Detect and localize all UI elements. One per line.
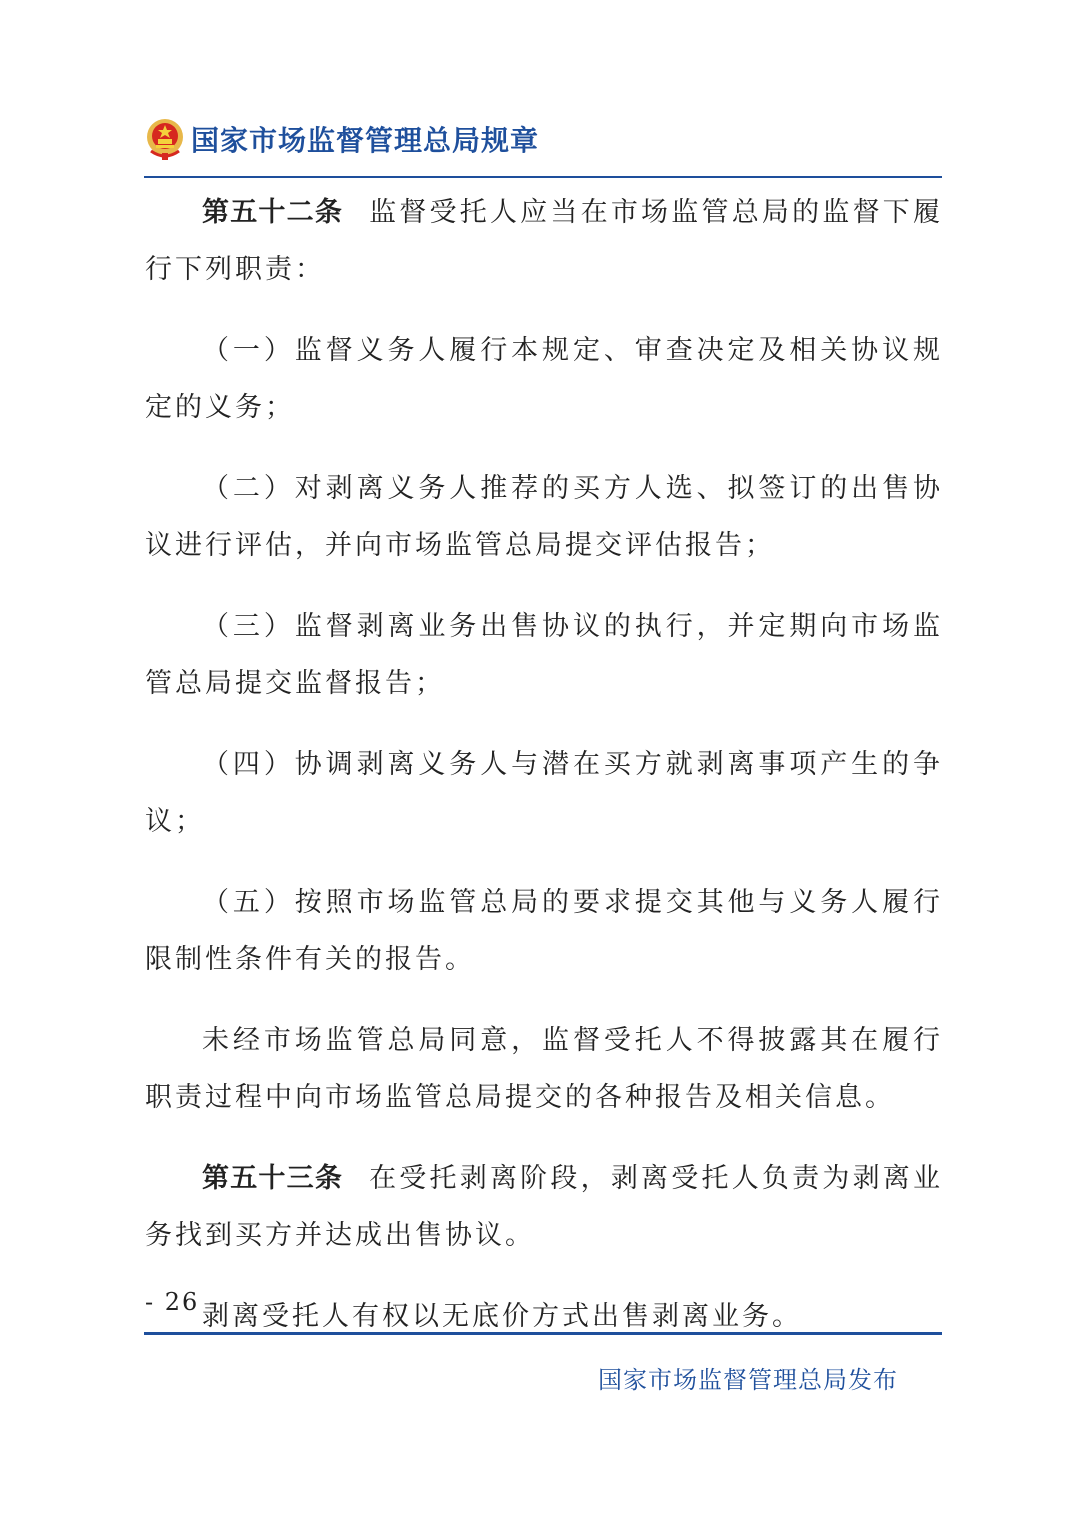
item-5: （五）按照市场监管总局的要求提交其他与义务人履行限制性条件有关的报告。 xyxy=(145,887,943,975)
header-title: 国家市场监督管理总局规章 xyxy=(191,124,540,157)
item-1: （一）监督义务人履行本规定、审查决定及相关协议规定的义务； xyxy=(145,335,943,423)
article-52-paragraph xyxy=(145,184,943,298)
article-52-title: 第五十二条 xyxy=(202,197,344,228)
item-3: （三）监督剥离业务出售协议的执行，并定期向市场监管总局提交监督报告； xyxy=(145,611,943,699)
final-paragraph: 剥离受托人有权以无底价方式出售剥离业务。 xyxy=(202,1301,802,1332)
footer-divider xyxy=(144,1332,942,1335)
page-number: - 26 - xyxy=(145,1288,220,1316)
article-53-paragraph xyxy=(145,1150,943,1264)
header-divider xyxy=(144,176,942,178)
document-body xyxy=(145,184,943,1345)
footer-publisher: 国家市场监督管理总局发布 xyxy=(598,1366,898,1394)
article-53-title: 第五十三条 xyxy=(202,1163,344,1194)
national-emblem-icon xyxy=(145,117,185,161)
item-4: （四）协调剥离义务人与潜在买方就剥离事项产生的争议； xyxy=(145,749,943,837)
page-header xyxy=(145,114,539,164)
article-53-text: 在受托剥离阶段，剥离受托人负责为剥离业务找到买方并达成出售协议。 xyxy=(145,1163,944,1251)
item-2: （二）对剥离义务人推荐的买方人选、拟签订的出售协议进行评估，并向市场监管总局提交评估报告； xyxy=(145,473,943,561)
confidentiality-paragraph: 未经市场监管总局同意，监督受托人不得披露其在履行职责过程中向市场监管总局提交的各种报告及相关信息。 xyxy=(145,1025,943,1113)
article-52-text: 监督受托人应当在市场监管总局的监督下履行下列职责： xyxy=(145,197,944,285)
